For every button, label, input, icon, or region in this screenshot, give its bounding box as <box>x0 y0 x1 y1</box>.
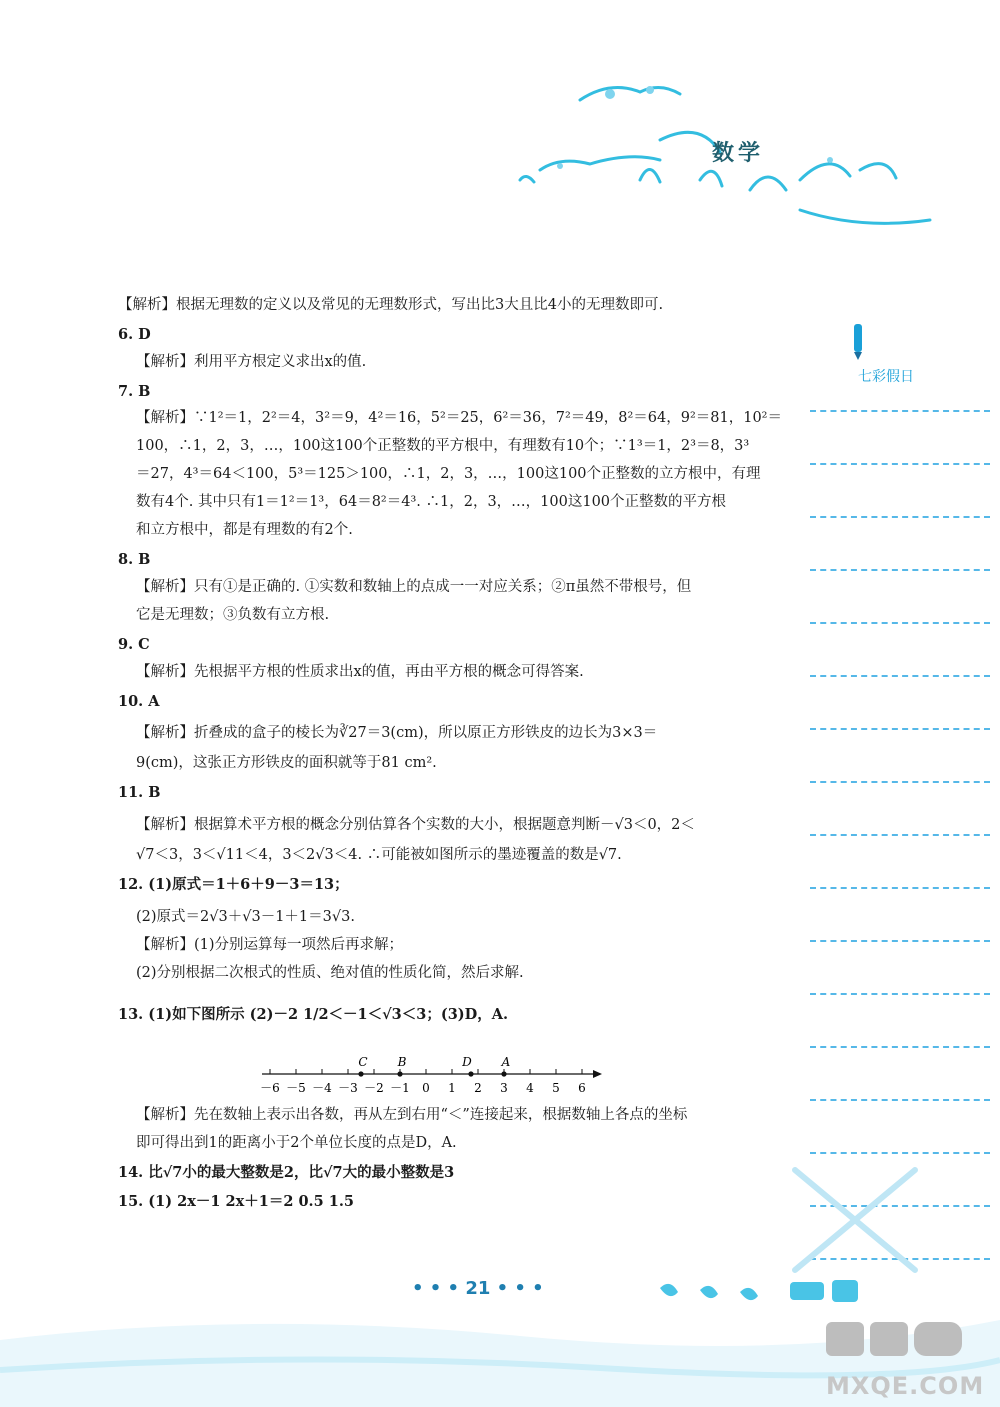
number-line-point <box>468 1071 473 1076</box>
number-line-tick-label: 2 <box>474 1081 482 1095</box>
note-line <box>810 940 990 942</box>
text-line: 【解析】(1)分别运算每一项然后再求解； <box>136 937 404 953</box>
note-line <box>810 728 990 730</box>
question-number: 12. (1)原式＝1＋6＋9－3＝13； <box>118 876 349 893</box>
text-line: 即可得出到1的距离小于2个单位长度的点是D，A. <box>136 1135 457 1151</box>
question-number: 15. (1) 2x－1 2x＋1＝2 0.5 1.5 <box>118 1193 354 1210</box>
question-number: 11. B <box>118 784 161 801</box>
note-line <box>810 887 990 889</box>
text-line: 【解析】只有①是正确的. ①实数和数轴上的点成一一对应关系；②π虽然不带根号，但 <box>136 579 692 595</box>
number-line-point <box>358 1071 363 1076</box>
text-line: 【解析】根据无理数的定义以及常见的无理数形式，写出比3大且比4小的无理数即可. <box>118 297 664 313</box>
question-number: 8. B <box>118 551 151 568</box>
number-line-tick-label: －1 <box>390 1081 410 1095</box>
sidebar-brand: 七彩假日 <box>858 369 914 385</box>
text-line: (2)原式＝2√3＋√3－1＋1＝3√3. <box>136 909 355 925</box>
number-line-point <box>501 1071 506 1076</box>
subject-title: 数学 <box>712 141 765 166</box>
question-number: 10. A <box>118 693 160 710</box>
text-line: 【解析】∵1²＝1，2²＝4，3²＝9，4²＝16，5²＝25，6²＝36，7²＝49，8²＝64，9²＝81，10²＝ <box>136 410 782 426</box>
number-line-tick-label: 1 <box>448 1081 456 1095</box>
text-line: 数有4个. 其中只有1＝1²＝1³，64＝8²＝4³. ∴1，2，3，…，100这100个正整数的平方根 <box>136 494 727 510</box>
number-line-tick-label: 0 <box>422 1081 430 1095</box>
number-line-tick-label: 5 <box>552 1081 560 1095</box>
watermark-text: MXQE.COM <box>826 1372 985 1400</box>
note-line <box>810 410 990 412</box>
note-line <box>810 834 990 836</box>
number-line-tick-label: 4 <box>526 1081 534 1095</box>
question-number: 7. B <box>118 383 151 400</box>
number-line <box>258 1052 603 1102</box>
text-line: 【解析】根据算术平方根的概念分别估算各个实数的大小，根据题意判断－√3＜0，2＜ <box>136 817 695 833</box>
text-line: 【解析】利用平方根定义求出x的值. <box>136 354 367 370</box>
note-line <box>810 463 990 465</box>
number-line-tick-label: 6 <box>578 1081 586 1095</box>
text-line: 和立方根中，都是有理数的有2个. <box>136 522 353 538</box>
text-line: 100，∴1，2，3，…，100这100个正整数的平方根中，有理数有10个；∵1³＝1，2³＝8，3³ <box>136 438 750 454</box>
note-line <box>810 993 990 995</box>
number-line-arrow <box>593 1070 602 1078</box>
note-line <box>810 1152 990 1154</box>
text-line: 【解析】先根据平方根的性质求出x的值，再由平方根的概念可得答案. <box>136 664 584 680</box>
number-line-tick-label: －5 <box>286 1081 306 1095</box>
decorative-cross-icon <box>785 1160 925 1280</box>
number-line-tick-label: －3 <box>338 1081 358 1095</box>
note-line <box>810 1099 990 1101</box>
text-line: (2)分别根据二次根式的性质、绝对值的性质化简，然后求解. <box>136 965 524 981</box>
number-line-point <box>397 1071 402 1076</box>
number-line-point-label: C <box>358 1055 368 1069</box>
number-line-tick-label: 3 <box>500 1081 508 1095</box>
note-line <box>810 781 990 783</box>
text-line: 【解析】先在数轴上表示出各数，再从左到右用“＜”连接起来，根据数轴上各点的坐标 <box>136 1107 688 1123</box>
note-line <box>810 569 990 571</box>
text-line: ＝27，4³＝64＜100，5³＝125＞100，∴1，2，3，…，100这100个正整数的立方根中，有理 <box>136 466 761 482</box>
note-line <box>810 675 990 677</box>
question-number: 13. (1)如下图所示 (2)－2 1/2＜－1＜√3＜3；(3)D，A. <box>118 1006 509 1023</box>
note-line <box>810 622 990 624</box>
note-line <box>810 1046 990 1048</box>
pen-icon <box>848 322 868 362</box>
text-line: 9(cm)，这张正方形铁皮的面积就等于81 cm². <box>136 755 437 771</box>
number-line-tick-label: －2 <box>364 1081 384 1095</box>
number-line-tick-label: －6 <box>260 1081 280 1095</box>
text-line: √7＜3，3＜√11＜4，3＜2√3＜4. ∴可能被如图所示的墨迹覆盖的数是√7. <box>136 847 622 863</box>
text-line: 【解析】折叠成的盒子的棱长为∛27＝3(cm)，所以原正方形铁皮的边长为3×3＝ <box>136 725 658 741</box>
number-line-point-label: A <box>501 1055 511 1069</box>
number-line-tick-label: －4 <box>312 1081 332 1095</box>
page-number: • • • 21 • • • <box>412 1278 544 1299</box>
number-line-point-label: B <box>397 1055 407 1069</box>
question-number: 9. C <box>118 636 150 653</box>
note-line <box>810 516 990 518</box>
text-line: 它是无理数；③负数有立方根. <box>136 607 330 623</box>
question-number: 14. 比√7小的最大整数是2，比√7大的最小整数是3 <box>118 1164 455 1181</box>
number-line-point-label: D <box>462 1055 472 1069</box>
question-number: 6. D <box>118 326 151 343</box>
